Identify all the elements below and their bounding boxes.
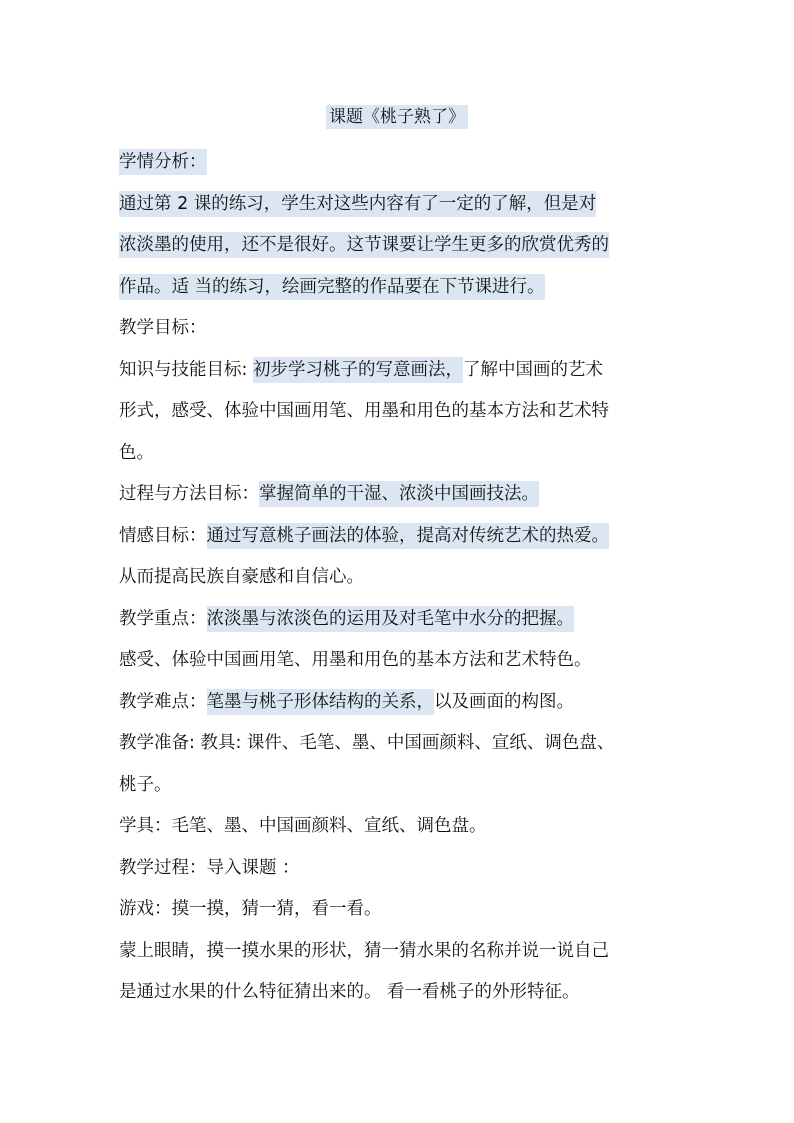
- text-line: [119, 889, 679, 931]
- text-line: [119, 723, 679, 765]
- highlighted-text: 学情分析：: [119, 149, 207, 175]
- text-line: [119, 682, 679, 724]
- text-line: [119, 391, 679, 433]
- highlighted-text: 浓淡墨与浓淡色的运用及对毛笔中水分的把握。: [207, 606, 575, 632]
- line-text: 桃子。: [119, 774, 172, 795]
- line-label: 知识与技能目标:: [119, 359, 253, 380]
- text-line: [119, 308, 679, 350]
- lesson-title: [0, 103, 794, 131]
- line-text: 游戏：摸一摸，猜一猜，看一看。: [119, 899, 382, 919]
- text-line: [119, 640, 679, 682]
- text-line: [119, 267, 679, 309]
- highlighted-text: 通过写意桃子画法的体验，提高对传统艺术的热爱。: [207, 523, 610, 549]
- text-line: [119, 848, 679, 890]
- text-line: [119, 350, 679, 392]
- text-line: [119, 972, 679, 1014]
- line-label: 过程与方法目标：: [119, 484, 259, 504]
- lesson-body: [119, 142, 679, 1014]
- text-line: [119, 765, 679, 807]
- text-line: [119, 142, 679, 184]
- highlighted-text: 掌握简单的干湿、浓淡中国画技法。: [259, 481, 539, 507]
- line-text: 教学过程：导入课题 ：: [119, 857, 300, 878]
- line-text: 蒙上眼睛，摸一摸水果的形状，猜一猜水果的名称并说一说自己: [119, 940, 609, 961]
- line-text: 是通过水果的什么特征猜出来的。 看一看桃子的外形特征。: [119, 982, 580, 1002]
- text-line: [119, 931, 679, 973]
- highlighted-text: 浓淡墨的使用，还不是很好。这节课要让学生更多的欣赏优秀的: [119, 232, 609, 258]
- line-text: 色。: [119, 442, 154, 463]
- text-line: [119, 184, 679, 226]
- line-text: 学具：毛笔、墨、中国画颜料、宣纸、调色盘。: [119, 816, 487, 836]
- line-label: 教学重点：: [119, 608, 207, 629]
- line-text: 从而提高民族自豪感和自信心。: [119, 567, 364, 587]
- text-line: [119, 599, 679, 641]
- highlighted-text: 通过第 2 课的练习，学生对这些内容有了一定的了解，但是对: [119, 191, 596, 217]
- text-line: [119, 433, 679, 475]
- highlighted-text: 作品。适 当的练习，绘画完整的作品要在下节课进行。: [119, 274, 545, 300]
- line-text: 形式，感受、体验中国画用笔、用墨和用色的基本方法和艺术特: [119, 401, 609, 421]
- text-line: [119, 474, 679, 516]
- lesson-title-text: 课题《桃子熟了》: [326, 105, 468, 129]
- text-line: [119, 806, 679, 848]
- text-line: [119, 557, 679, 599]
- line-text: 感受、体验中国画用笔、用墨和用色的基本方法和艺术特色。: [119, 650, 592, 670]
- line-label: 教学难点：: [119, 691, 207, 712]
- text-line: [119, 225, 679, 267]
- highlighted-text: 初步学习桃子的写意画法，: [253, 357, 463, 383]
- highlighted-text: 笔墨与桃子形体结构的关系，: [207, 689, 435, 715]
- line-text: 了解中国画的艺术: [462, 359, 603, 380]
- line-text: 教学准备: 教具: 课件、毛笔、墨、中国画颜料、宣纸、调色盘、: [119, 733, 615, 753]
- line-text: 以及画面的构图。: [434, 691, 574, 712]
- line-label: 情感目标：: [119, 525, 207, 546]
- text-line: [119, 516, 679, 558]
- line-text: 教学目标：: [119, 318, 207, 338]
